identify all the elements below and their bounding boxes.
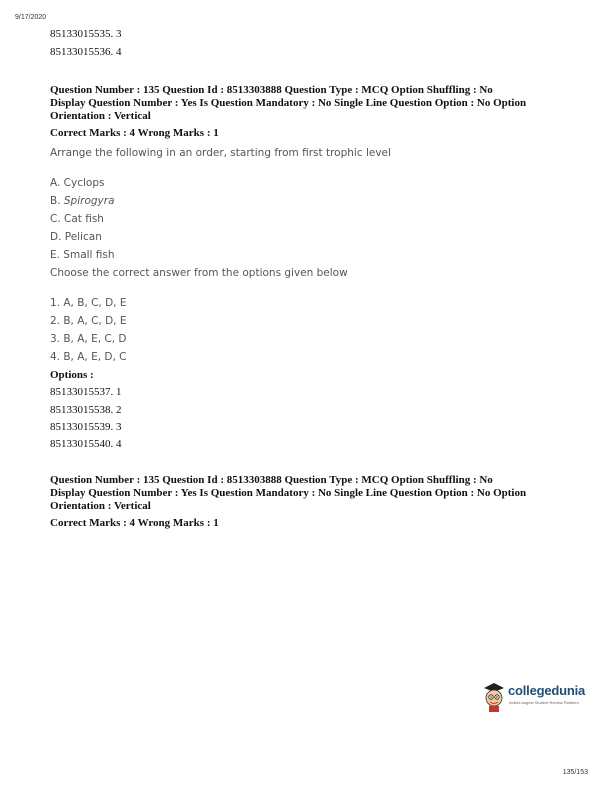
option-id-2: 85133015538. 2 [50,404,122,416]
option-id-4: 85133015540. 4 [50,438,122,450]
question-meta-line2: Display Question Number : Yes Is Question Mandatory : No Single Line Question Option : No Option [50,97,527,109]
item-b-name: Spirogyra [63,195,115,207]
option-id-1: 85133015537. 1 [50,386,122,398]
item-b [50,192,115,210]
options-label: Options : [50,369,94,381]
logo-tagline: India's largest Student Review Platform [509,700,579,705]
question2-meta-line2: Display Question Number : Yes Is Question Mandatory : No Single Line Question Option : No Option [50,487,527,499]
question-instruction: Choose the correct answer from the options given below [50,267,348,279]
prev-option-3: 85133015535. 3 [50,28,122,40]
item-d: D. Pelican [50,231,102,243]
item-c: C. Cat fish [50,213,104,225]
question2-meta-line1: Question Number : 135 Question Id : 8513303888 Question Type : MCQ Option Shuffling : No [50,474,493,486]
option-id-3: 85133015539. 3 [50,421,122,433]
choice-3: 3. B, A, E, C, D [50,333,127,345]
question-marks: Correct Marks : 4 Wrong Marks : 1 [50,127,219,139]
question2-meta-line3: Orientation : Vertical [50,500,151,512]
collegedunia-logo [480,680,590,714]
page-number: 135/153 [562,769,588,776]
choice-1: 1. A, B, C, D, E [50,297,127,309]
prev-option-4: 85133015536. 4 [50,46,122,58]
question-meta-line3: Orientation : Vertical [50,110,151,122]
choice-4: 4. B, A, E, D, C [50,351,127,363]
mascot-icon [480,680,508,714]
choice-2: 2. B, A, C, D, E [50,315,127,327]
logo-brand: collegedunia [508,683,586,698]
question-meta-line1: Question Number : 135 Question Id : 8513303888 Question Type : MCQ Option Shuffling : No [50,84,493,96]
item-e: E. Small fish [50,249,115,261]
print-date: 9/17/2020 [15,14,47,21]
item-b-prefix: B. [50,195,64,207]
item-a: A. Cyclops [50,177,105,189]
question-prompt: Arrange the following in an order, starting from first trophic level [50,147,391,159]
question2-marks: Correct Marks : 4 Wrong Marks : 1 [50,517,219,529]
